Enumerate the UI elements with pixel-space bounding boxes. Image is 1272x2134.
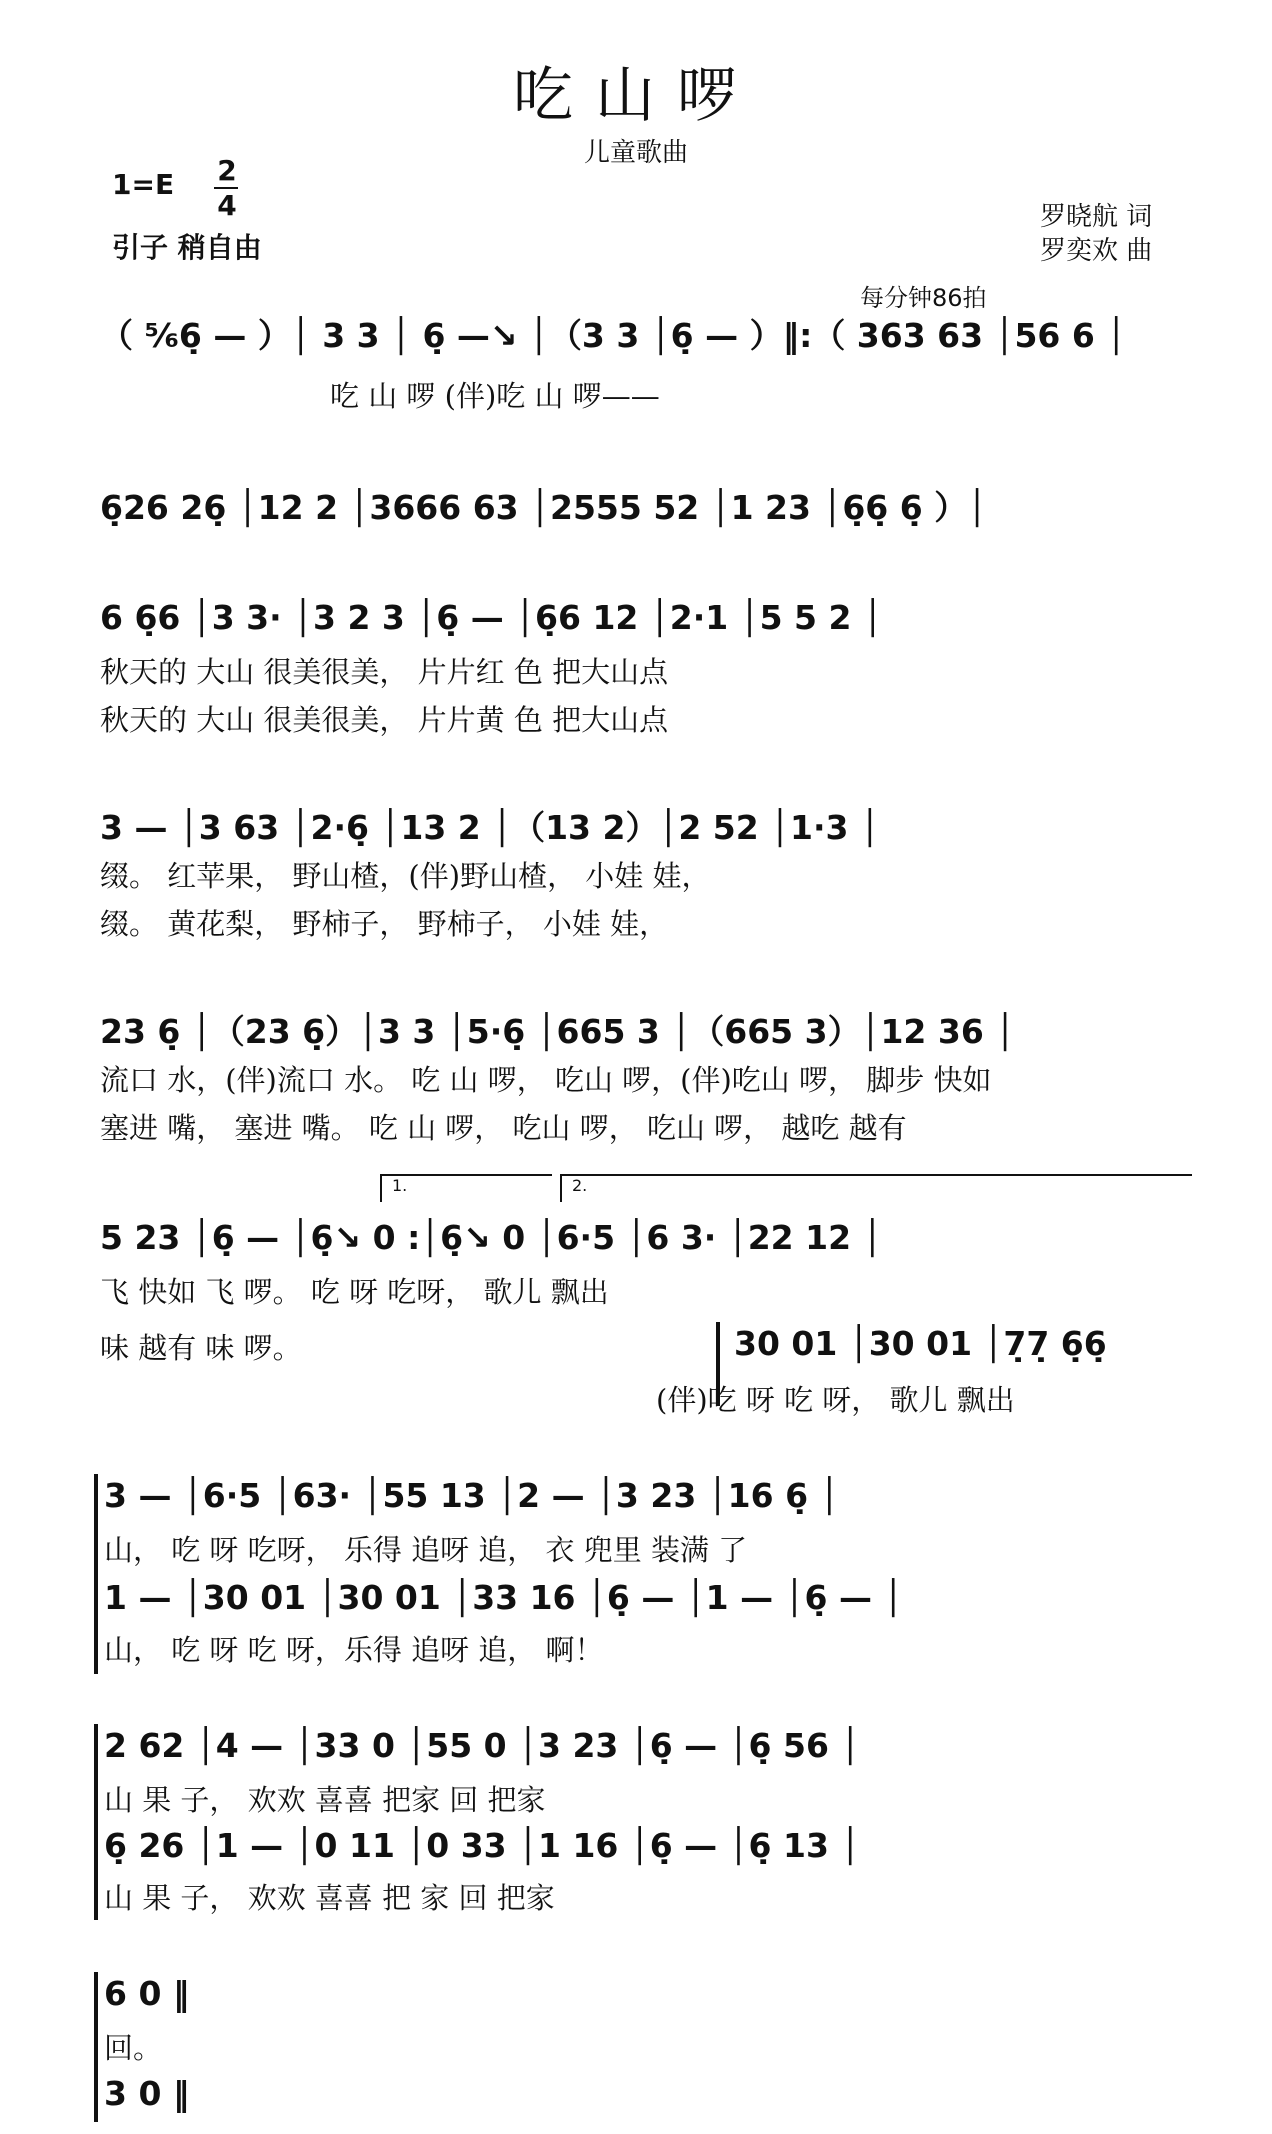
- notation-row-voice-2: 6̣ 26 │1 — │0 11 │0 33 │1 16 │6̣ — │6̣ 13 │: [104, 1826, 861, 1865]
- lyric-row-verse-1: 秋天的 大山 很美很美， 片片红 色 把大山点: [100, 655, 669, 689]
- tempo-marking: 每分钟86拍: [860, 284, 987, 312]
- composer-credit: 罗奕欢 曲: [1040, 236, 1153, 266]
- system-bracket: [94, 1724, 98, 1920]
- notation-row: 6 0 ‖: [104, 1974, 190, 2013]
- lyric-row-verse-1: 流口 水，(伴)流口 水。 吃 山 啰， 吃山 啰，(伴)吃山 啰， 脚步 快如: [100, 1063, 992, 1097]
- volta-second-ending: 2.: [560, 1174, 1192, 1202]
- time-signature-bottom: 4: [217, 189, 237, 222]
- lyric-row-voice-1: 山 果 子， 欢欢 喜喜 把家 回 把家: [104, 1783, 546, 1817]
- page-subtitle: 儿童歌曲: [583, 138, 688, 168]
- lyric-row-verse-2: 秋天的 大山 很美很美， 片片黄 色 把大山点: [100, 703, 669, 737]
- notation-row-voice-2: 3 0 ‖: [104, 2074, 190, 2113]
- intro-label: 引子 稍自由: [112, 231, 262, 264]
- lyric-row-voice-1: 山， 吃 呀 吃呀， 乐得 追呀 追， 衣 兜里 装满 了: [104, 1533, 748, 1567]
- lyric-row-verse-1: 飞 快如 飞 啰。 吃 呀 吃呀， 歌儿 飘出: [100, 1275, 609, 1309]
- system-bracket: [94, 1474, 98, 1674]
- notation-row-voice-2: 1 — │30 01 │30 01 │33 16 │6̣ — │1 — │6̣ — │: [104, 1578, 904, 1617]
- key-signature: 1=E: [112, 168, 175, 201]
- notation-row: （ ⁵⁄₆6̣ — ）│ 3 3 │ 6̣ —↘ │（3 3 │6̣ — ）‖:（ 363 63 │56 6 │: [100, 316, 1127, 355]
- notation-row: 23 6̣ │（23 6̣）│3 3 │5·6̣ │665 3 │（665 3）│12 36 │: [100, 1012, 1016, 1051]
- accompaniment-notation-row: 30 01 │30 01 │7̣7̣ 6̣6̣: [734, 1324, 1107, 1363]
- lyric-row: 吃 山 啰 (伴)吃 山 啰——: [330, 379, 660, 413]
- notation-row: 3 — │3 63 │2·6̣ │13 2 │（13 2）│2 52 │1·3 │: [100, 808, 880, 847]
- notation-row: 5 23 │6̣ — │6̣↘ 0 :│6̣↘ 0 │6·5 │6 3· │22 12 │: [100, 1218, 883, 1257]
- volta-first-ending: 1.: [380, 1174, 552, 1202]
- lyricist-credit: 罗晓航 词: [1040, 202, 1153, 232]
- lyric-row-verse-1: 缀。 红苹果， 野山楂，(伴)野山楂， 小娃 娃，: [100, 859, 711, 893]
- lyric-row: 回。: [104, 2031, 163, 2065]
- lyric-row-voice-2: 山， 吃 呀 吃 呀，乐得 追呀 追， 啊！: [104, 1633, 604, 1667]
- lyric-row-verse-2: 味 越有 味 啰。: [100, 1331, 302, 1365]
- accompaniment-lyric-row: (伴)吃 呀 吃 呀， 歌儿 飘出: [656, 1383, 1015, 1417]
- notation-row: 3 — │6·5 │63· │55 13 │2 — │3 23 │16 6̣ │: [104, 1476, 840, 1515]
- notation-row: 6 6̣6 │3 3· │3 2 3 │6̣ — │6̣6 12 │2·1 │5 5 2 │: [100, 598, 883, 637]
- time-signature: [214, 154, 240, 222]
- notation-row: 2 62 │4 — │33 0 │55 0 │3 23 │6̣ — │6̣ 56 │: [104, 1726, 861, 1765]
- lyric-row-voice-2: 山 果 子， 欢欢 喜喜 把 家 回 把家: [104, 1881, 555, 1915]
- page-title: 吃山啰: [513, 61, 759, 131]
- notation-row: 6̣26 26̣ │12 2 │3666 63 │2555 52 │1 23 │6̣6̣ 6̣ ）│: [100, 488, 988, 527]
- system-bracket: [94, 1972, 98, 2122]
- lyric-row-verse-2: 塞进 嘴， 塞进 嘴。 吃 山 啰， 吃山 啰， 吃山 啰， 越吃 越有: [100, 1111, 907, 1145]
- lyric-row-verse-2: 缀。 黄花梨， 野柿子， 野柿子， 小娃 娃，: [100, 907, 669, 941]
- time-signature-top: 2: [217, 154, 237, 187]
